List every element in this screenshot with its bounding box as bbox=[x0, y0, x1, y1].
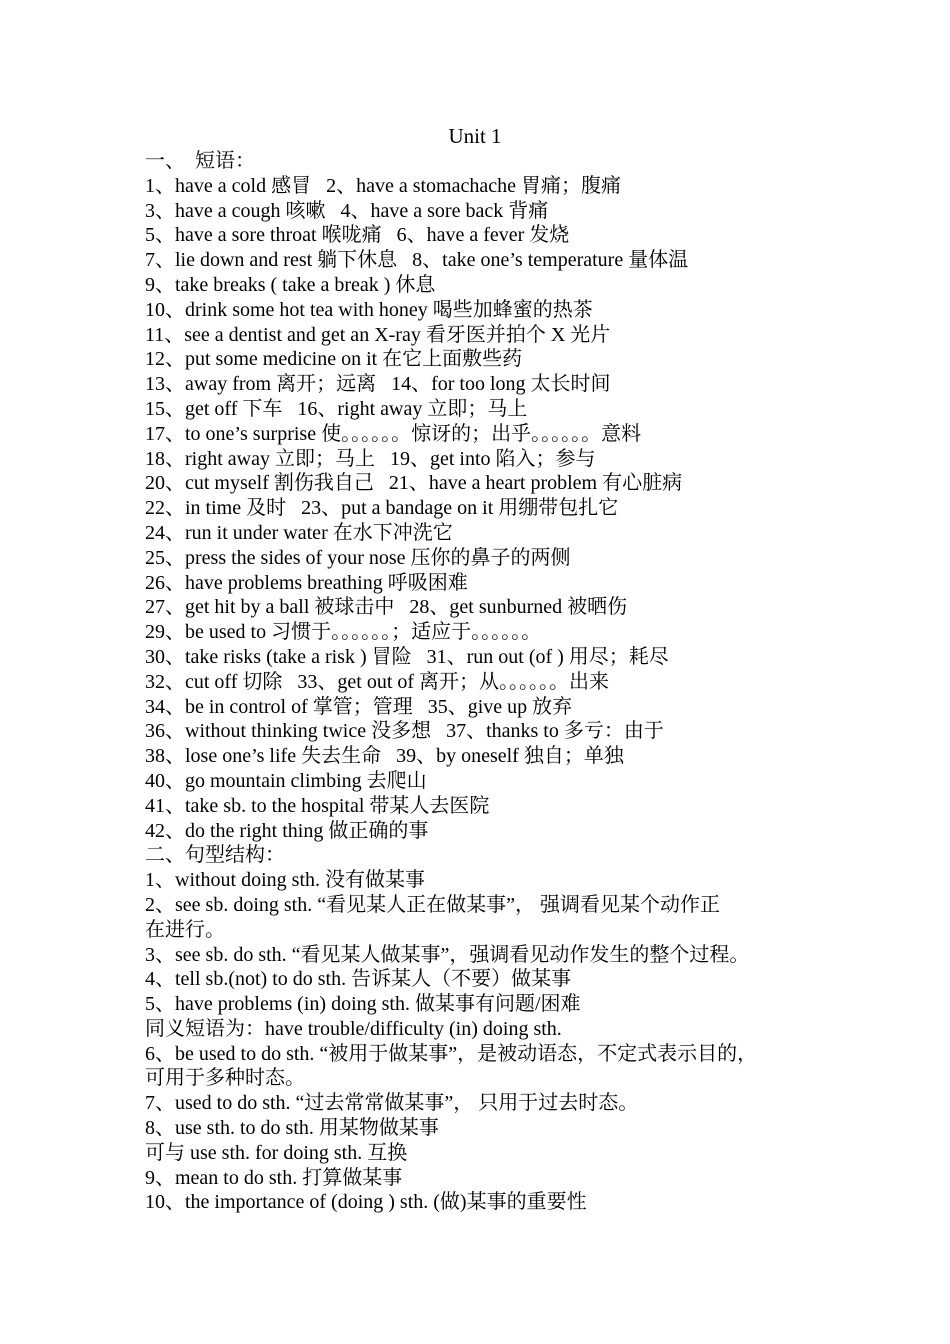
text-line: 18、right away 立即；马上 19、get into 陷入；参与 bbox=[145, 447, 596, 470]
text-line: 26、have problems breathing 呼吸困难 bbox=[145, 571, 468, 594]
text-line: 一、 短语： bbox=[145, 150, 255, 172]
text-line: 7、lie down and rest 躺下休息 8、take one’s temperature 量体温 bbox=[145, 249, 689, 272]
text-line: 24、run it under water 在水下冲洗它 bbox=[145, 521, 453, 544]
text-line: 20、cut myself 割伤我自己 21、have a heart problem 有心脏病 bbox=[145, 472, 683, 495]
text-line: 8、use sth. to do sth. 用某物做某事 bbox=[145, 1117, 439, 1140]
text-line: 40、go mountain climbing 去爬山 bbox=[145, 769, 427, 792]
text-line: 9、take breaks ( take a break ) 休息 bbox=[145, 273, 436, 296]
text-line: 10、drink some hot tea with honey 喝些加蜂蜜的热茶 bbox=[145, 298, 593, 321]
text-line: 12、put some medicine on it 在它上面敷些药 bbox=[145, 348, 523, 371]
text-line: 17、to one’s surprise 使。。。。。。惊讶的；出乎。。。。。。意料 bbox=[145, 422, 642, 445]
text-line: 二、句型结构： bbox=[145, 844, 285, 867]
text-line: 可用于多种时态。 bbox=[145, 1067, 305, 1090]
text-line: 4、tell sb.(not) to do sth. 告诉某人（不要）做某事 bbox=[145, 968, 572, 991]
text-line: 2、see sb. doing sth. “看见某人正在做某事”， 强调看见某个动作正 bbox=[145, 893, 720, 916]
text-line: 6、be used to do sth. “被用于做某事”，是被动语态，不定式表示目的， bbox=[145, 1042, 758, 1065]
text-line: 3、see sb. do sth. “看见某人做某事”，强调看见动作发生的整个过程。 bbox=[145, 943, 750, 966]
text-line: 9、mean to do sth. 打算做某事 bbox=[145, 1166, 403, 1189]
text-line: 25、press the sides of your nose 压你的鼻子的两侧 bbox=[145, 546, 571, 569]
text-line: 27、get hit by a ball 被球击中 28、get sunburned 被晒伤 bbox=[145, 596, 628, 619]
text-line: 13、away from 离开；远离 14、for too long 太长时间 bbox=[145, 373, 611, 396]
text-line: 22、in time 及时 23、put a bandage on it 用绷带包扎它 bbox=[145, 497, 619, 520]
text-line: 41、take sb. to the hospital 带某人去医院 bbox=[145, 794, 490, 817]
text-line: 11、see a dentist and get an X-ray 看牙医并拍个 X 光片 bbox=[145, 323, 611, 346]
text-line: 38、lose one’s life 失去生命 39、by oneself 独自；单独 bbox=[145, 745, 624, 768]
text-line: 30、take risks (take a risk ) 冒险 31、run out (of ) 用尽；耗尽 bbox=[145, 645, 669, 668]
text-line: 42、do the right thing 做正确的事 bbox=[145, 819, 429, 842]
text-line: 在进行。 bbox=[145, 918, 225, 941]
text-line: 34、be in control of 掌管；管理 35、give up 放弃 bbox=[145, 695, 573, 718]
text-line: 32、cut off 切除 33、get out of 离开；从。。。。。。出来 bbox=[145, 670, 610, 693]
unit-title: Unit 1 bbox=[448, 124, 502, 148]
text-line: 29、be used to 习惯于。。。。。。；适应于。。。。。。 bbox=[145, 621, 542, 644]
text-line: 可与 use sth. for doing sth. 互换 bbox=[145, 1141, 408, 1164]
text-line: 3、have a cough 咳嗽 4、have a sore back 背痛 bbox=[145, 199, 549, 222]
text-line: 5、have problems (in) doing sth. 做某事有问题/困难 bbox=[145, 993, 581, 1016]
text-line: 5、have a sore throat 喉咙痛 6、have a fever 发烧 bbox=[145, 224, 570, 247]
document-body bbox=[145, 149, 825, 1215]
text-line: 7、used to do sth. “过去常常做某事”， 只用于过去时态。 bbox=[145, 1092, 639, 1115]
text-line: 10、the importance of (doing ) sth. (做)某事的重要性 bbox=[145, 1191, 587, 1214]
text-line: 15、get off 下车 16、right away 立即；马上 bbox=[145, 397, 528, 420]
text-line: 1、without doing sth. 没有做某事 bbox=[145, 869, 426, 892]
text-line: 同义短语为：have trouble/difficulty (in) doing sth. bbox=[145, 1017, 562, 1040]
text-line: 1、have a cold 感冒 2、have a stomachache 胃痛；腹痛 bbox=[145, 174, 621, 197]
text-line: 36、without thinking twice 没多想 37、thanks to 多亏：由于 bbox=[145, 720, 664, 743]
